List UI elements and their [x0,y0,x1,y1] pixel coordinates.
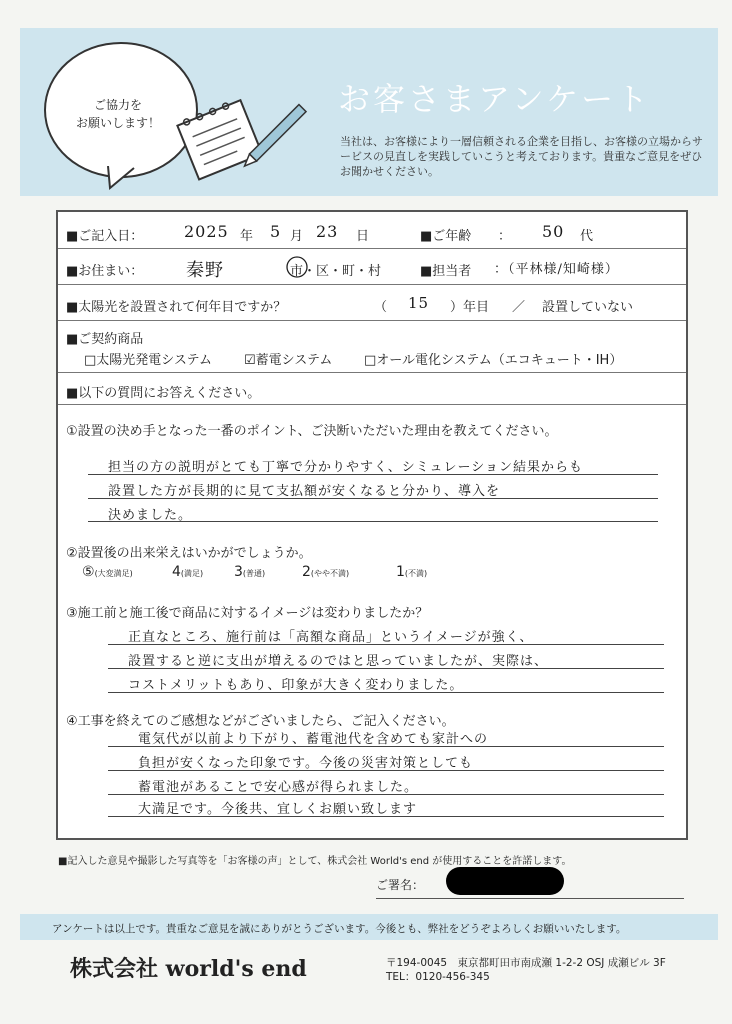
rating-2: 2(やや不満) [302,564,350,580]
date-day: 23 [316,222,339,241]
answer-rule [108,692,664,693]
solar-none-option: 設置していない [542,300,634,315]
answer-rule [108,770,664,771]
tel-line: TEL：0120-456-345 [386,971,490,983]
answer-rule [108,794,664,795]
q3-answer-line: 設置すると逆に支出が増えるのではと思っていましたが、実際は、 [128,654,549,669]
age-unit: 代 [580,229,594,244]
date-label: ■ご記入日： [66,229,144,244]
bubble-text: ご協力を お願いします！ [75,98,160,130]
answer-rule [108,746,664,747]
date-month: 5 [270,222,282,241]
address-line: 〒194-0045 東京都町田市南成瀬 1-2-2 OSJ 成瀬ビル 3F [386,957,666,969]
speech-bubble-tail [104,166,144,192]
notepad-pencil-icon [172,90,312,186]
day-char: 日 [356,229,370,244]
product-solar: □太陽光発電システム [84,353,212,368]
city-circle-mark [286,256,308,278]
survey-title: お客さまアンケート [338,80,652,118]
questions-label: ■以下の質問にお答えください。 [66,386,261,401]
address-value: 秦野 [186,260,224,281]
solar-label: ■太陽光を設置されて何年目ですか？ [66,300,287,315]
divider [58,284,686,285]
q1-answer-line: 担当の方の説明がとても丁寧で分かりやすく、シミュレーション結果からも [108,460,583,475]
q3-answer-line: コストメリットもあり、印象が大きく変わりました。 [128,678,464,693]
date-year: 2025 [184,222,229,241]
answer-rule [88,521,658,522]
age-label: ■ご年齢 [420,229,472,244]
header-description: 当社は、お客様により一層信頼される企業を目指し、お客様の立場からサービスの見直しを実践していこうと考えております。貴重なご意見をぜひお聞かせください。 [340,135,703,178]
q1-answer-line: 設置した方が長期的に見て支払額が安くなると分かり、導入を [108,484,501,499]
thanks-text: アンケートは以上です。貴重なご意見を誠にありがとうございます。今後とも、弊社をどうぞよろしくお願いいたします。 [52,923,627,935]
signature-redaction [446,867,564,895]
product-all-electric: □オール電化システム（エコキュート・IH） [364,353,623,368]
rating-4: 4(満足) [172,564,204,580]
solar-separator: ／ [512,300,526,315]
divider [58,372,686,373]
answer-rule [108,644,664,645]
divider [58,320,686,321]
question-4: ④工事を終えてのご感想などがございましたら、ご記入ください。 [66,714,455,729]
age-colon: ： [498,229,512,244]
product-battery: ☑蓄電システム [244,353,333,368]
signature-label: ご署名： [376,878,425,892]
divider [58,248,686,249]
divider [58,404,686,405]
company-address [386,956,666,984]
question-1: ①設置の決め手となった一番のポイント、ご決断いただいた理由を教えてください。 [66,424,558,439]
question-2: ②設置後の出来栄えはいかがでしょうか。 [66,546,312,561]
answer-rule [108,668,664,669]
address-label: ■お住まい： [66,264,144,279]
rating-5: ⑤(大変満足) [82,564,133,580]
solar-open: （ [374,300,388,315]
rating-3: 3(普通) [234,564,266,580]
q4-answer-line: 負担が安くなった印象です。今後の災害対策としても [138,756,473,771]
staff-label: ■担当者 [420,264,472,279]
answer-rule [88,498,658,499]
month-char: 月 [290,229,304,244]
q4-answer-line: 電気代が以前より下がり、蓄電池代を含めても家計への [138,732,489,747]
staff-value: ：（平林様/知崎様） [494,262,619,277]
answer-rule [88,474,658,475]
survey-form [56,210,688,840]
q4-answer-line: 大満足です。今後共、宜しくお願い致します [138,802,417,817]
company-logo: 株式会社 world's end [70,956,307,982]
address-options: 市・区・町・村 [290,264,382,279]
answer-rule [108,816,664,817]
consent-note: ■記入した意見や撮影した写真等を「お客様の声」として、株式会社 World's end が使用することを許諾します。 [58,856,572,867]
contract-label: ■ご契約商品 [66,332,144,347]
q4-answer-line: 蓄電池があることで安心感が得られました。 [138,780,419,795]
signature-line [376,898,684,899]
solar-close: ）年目 [450,300,490,315]
q1-answer-line: 決めました。 [108,508,193,523]
year-char: 年 [240,229,254,244]
age-value: 50 [542,222,565,241]
q3-answer-line: 正直なところ、施行前は「高額な商品」というイメージが強く、 [128,630,534,645]
rating-1: 1(不満) [396,564,428,580]
solar-value: 15 [408,294,430,312]
question-3: ③施工前と施工後で商品に対するイメージは変わりましたか？ [66,606,429,621]
